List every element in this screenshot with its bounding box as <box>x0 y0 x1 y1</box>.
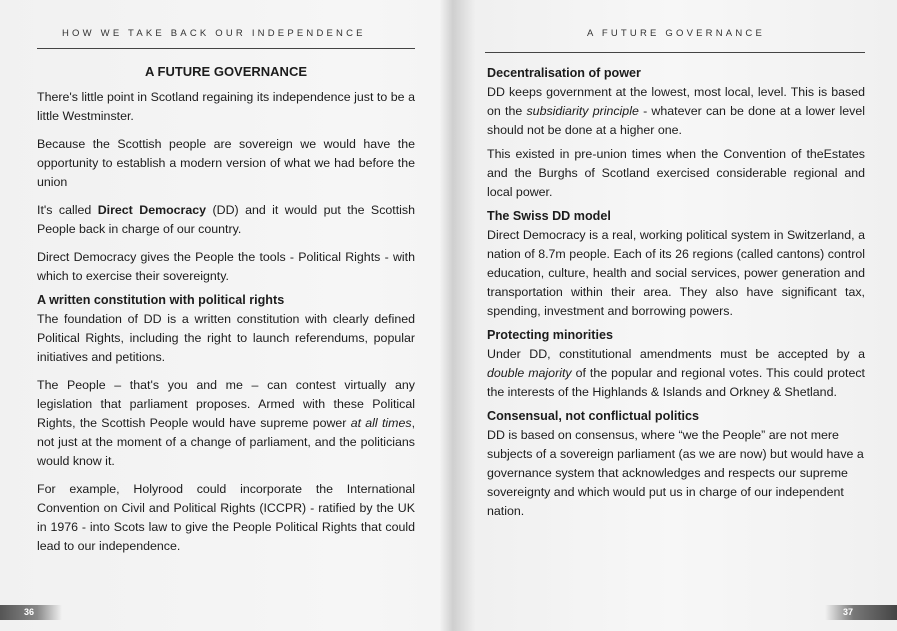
paragraph <box>487 345 865 402</box>
paragraph: This existed in pre-union times when the Convention of theEstates and the Burghs of Scotland exercised considerable regional and local power. <box>487 147 865 199</box>
paragraph-text: of the popular and regional votes. This could protect the interests of the Highlands & Islands and Orkney & Shetland. <box>487 366 865 399</box>
paragraph-text: - whatever can be done at a lower level should not be done at a higher one. <box>487 104 865 137</box>
paragraph-text: Under DD, constitutional amendments must be accepted by a <box>487 347 865 361</box>
paragraph: Because the Scottish people are sovereign we would have the opportunity to establish a modern version of what we had before the union <box>37 137 415 189</box>
paragraph <box>487 83 865 140</box>
paragraph: For example, Holyrood could incorporate the International Convention on Civil and Political Rights (ICCPR) - ratified by the UK in 1976 - into Scots law to give the People Political Rights that could lead to our independence. <box>37 482 415 553</box>
paragraph-text: It's called <box>37 203 98 217</box>
bold-term: Direct Democracy <box>97 203 207 217</box>
paragraph: Direct Democracy gives the People the tools - Political Rights - with which to exercise their sovereignty. <box>37 250 415 283</box>
italic-term: at all times <box>350 416 412 430</box>
paragraph: The foundation of DD is a written constitution with clearly defined Political Rights, including the right to launch referendums, popular initiatives and petitions. <box>37 312 415 364</box>
left-page-content <box>37 62 415 565</box>
right-page <box>455 0 897 631</box>
paragraph-text: DD keeps government at the lowest, most local, level. This is based on the <box>487 85 865 118</box>
italic-term: double majority <box>487 366 572 380</box>
page-number: 36 <box>0 605 62 620</box>
header-rule <box>485 52 865 53</box>
page-title: A FUTURE GOVERNANCE <box>144 64 308 79</box>
section-heading: Consensual, not conflictual politics <box>487 409 700 423</box>
section-heading: A written constitution with political rights <box>37 293 285 307</box>
running-head: HOW WE TAKE BACK OUR INDEPENDENCE <box>62 28 366 39</box>
paragraph-text: The People – that's you and me – can contest virtually any legislation that parliament proposes. Armed with these Political Rights, the Scottish People would have supreme power <box>37 378 415 430</box>
header-rule <box>37 48 415 49</box>
section-heading: Decentralisation of power <box>487 66 641 80</box>
section-heading: Protecting minorities <box>487 328 613 342</box>
paragraph: Direct Democracy is a real, working political system in Switzerland, a nation of 8.7m people. Each of its 26 regions (called cantons) control education, culture, health and social services, power generation and transportation within their area. They also have significant tax, spending, investment and borrowing powers. <box>487 228 865 318</box>
page-number: 37 <box>825 605 897 620</box>
paragraph <box>37 376 415 471</box>
paragraph-text: , not just at the moment of a change of parliament, and the politicians would know it. <box>37 416 416 468</box>
paragraph <box>37 201 415 239</box>
right-page-content <box>487 64 865 530</box>
paragraph: There's little point in Scotland regaining its independence just to be a little Westminster. <box>37 90 415 123</box>
italic-term: subsidiarity principle <box>526 104 639 118</box>
running-head: A FUTURE GOVERNANCE <box>587 28 765 39</box>
paragraph-text: (DD) and it would put the Scottish People back in charge of our country. <box>37 203 415 236</box>
section-heading: The Swiss DD model <box>487 209 611 223</box>
paragraph: DD is based on consensus, where “we the People” are not mere subjects of a sovereign parliament (as we are now) but would have a governance system that acknowledges and respects our supreme sovereignty and which would put us in charge of our independent nation. <box>487 428 864 518</box>
